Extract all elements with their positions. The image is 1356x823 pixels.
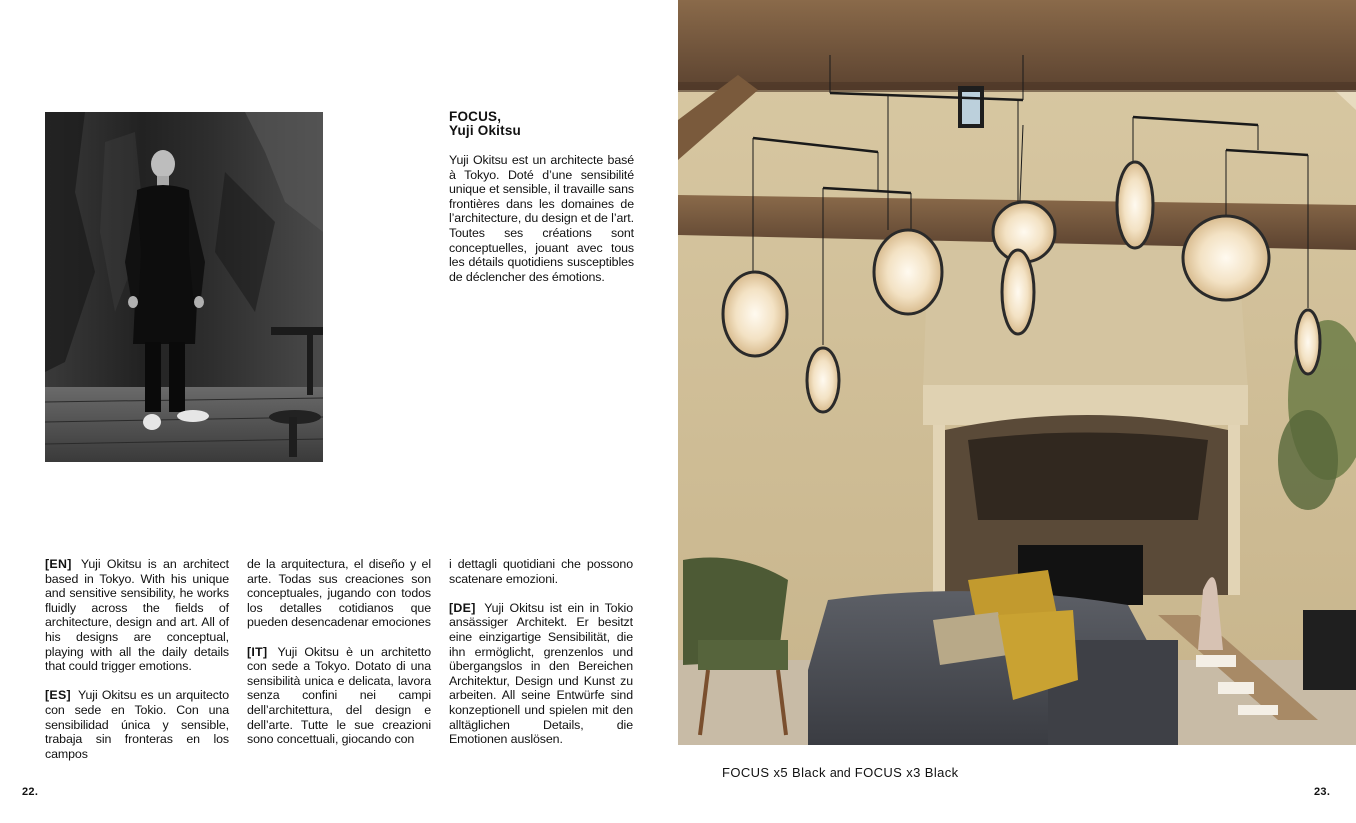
text-column-2 — [247, 557, 431, 747]
caption-and: and — [829, 766, 851, 780]
lang-tag-en: [EN] — [45, 557, 72, 571]
lang-tag-it: [IT] — [247, 644, 268, 659]
caption-product-1: FOCUS x5 Black — [722, 765, 826, 780]
text-column-3 — [449, 557, 633, 747]
paragraph-en — [45, 557, 229, 674]
text-it-part2: i dettagli quotidiani che possono scatenare emozioni. — [449, 557, 633, 586]
paragraph-de — [449, 601, 633, 747]
caption-product-2: FOCUS x3 Black — [854, 765, 959, 780]
interior-photo — [678, 0, 1356, 745]
intro-text-fr: Yuji Okitsu est un architecte basé à Tokyo. Doté d’une sensibilité unique et sensible, il travaille sans frontières dans les domaines de l’architecture, du design et de l’art. Toutes ses créations sont conceptuelles, jouant avec tous les détails quotidiens susceptibles de déclencher des émotions. — [449, 153, 634, 284]
article-title — [449, 110, 634, 138]
photo-caption — [722, 765, 959, 780]
page-number-left: 22. — [22, 786, 39, 798]
paragraph-it-continued — [449, 557, 633, 586]
paragraph-it — [247, 645, 431, 747]
text-it-part1: Yuji Okitsu è un architetto con sede a Tokyo. Dotato di una sensibilità unica e delicata, lavora senza confini nei campi dell’architettura, del design e dell’arte. Tutte le sue creazioni sono concettuali, giocando con — [247, 644, 431, 747]
paragraph-es — [45, 688, 229, 761]
paragraph-es-continued — [247, 557, 431, 630]
title-line-1: FOCUS, — [449, 109, 502, 124]
text-es-part2: de la arquitectura, el diseño y el arte. Todas sus creaciones son conceptuales, jugando con todos los detalles cotidianos que pueden desencadenar emociones — [247, 557, 431, 630]
title-line-2: Yuji Okitsu — [449, 123, 521, 138]
text-en: Yuji Okitsu is an architect based in Tokyo. With his unique and sensitive sensibility, he works fluidly across the fields of architecture, design and art. All of his designs are conceptual, playing with all the daily details that could trigger emotions. — [45, 557, 229, 674]
lang-tag-de: [DE] — [449, 600, 476, 615]
text-column-1 — [45, 557, 229, 761]
text-es-part1: Yuji Okitsu es un arquitecto con sede en Tokio. Con una sensibilidad única y sensible, trabaja sin fronteras en los campos — [45, 688, 229, 761]
portrait-photo — [45, 112, 323, 462]
page-number-right: 23. — [1314, 786, 1331, 798]
text-de: Yuji Okitsu ist ein in Tokio ansässiger Architekt. Er besitzt eine einzigartige Sensibilität, die ihn ermöglicht, grenzenlos und übergangslos in den Bereichen Architektur, Design und Kunst zu arbeiten. All seine Entwürfe sind konzeptionell und spielen mit den alltäglichen Details, die Emotionen auslösen. — [449, 600, 633, 747]
lang-tag-es: [ES] — [45, 688, 71, 703]
